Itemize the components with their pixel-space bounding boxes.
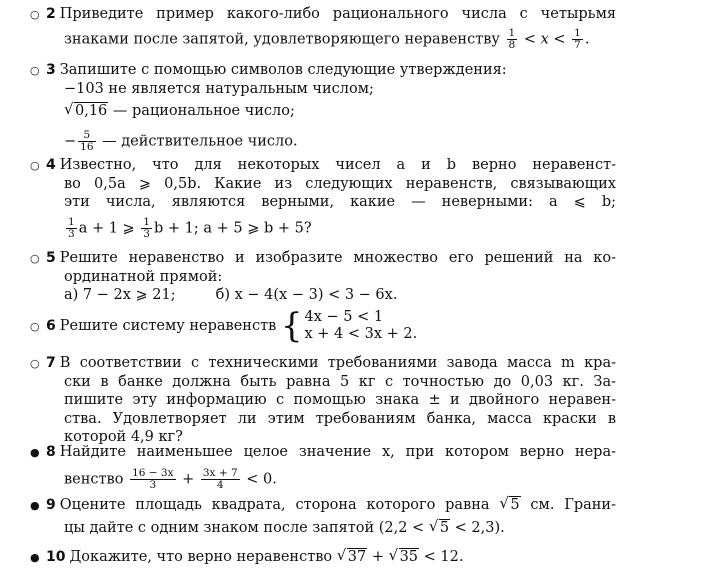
problem-text: Известно, что для некоторых чисел a и b верно неравенст- — [59, 157, 616, 173]
problem-5 — [30, 249, 616, 305]
problem-text: эти числа, являются верными, какие — неверными: a ⩽ b; — [64, 194, 616, 210]
problem-4-line-1 — [30, 156, 616, 175]
problem-2-line-1 — [30, 5, 616, 24]
fraction: $\frac{1}{3}$ — [68, 215, 75, 240]
problem-7 — [30, 354, 616, 447]
fraction: $\frac{16 - 3x}{3}$ — [132, 466, 174, 491]
problem-number: 5 — [46, 250, 56, 266]
problem-text: В соответствии с техническими требованиями завода масса m кра- — [59, 355, 616, 371]
fraction: $\frac{1}{7}$ — [574, 26, 581, 51]
problem-4-line-2 — [30, 175, 616, 194]
problem-2-line-2: знаками после запятой, удовлетворяющего неравенству $\frac{1}{8}$ < x < $\frac{1}{7}$ . — [64, 26, 590, 51]
problem-4-line-4: $\frac{1}{3}$ a + 1 ⩾ $\frac{1}{3}$ b + 1; a + 5 ⩾ b + 5? — [68, 215, 312, 240]
problem-text: ски в банке должна быть равна 5 кг с точностью до 0,03 кг. За- — [64, 373, 616, 390]
open-bullet-icon: ○ — [30, 320, 40, 333]
fraction: $\frac{1}{8}$ — [508, 26, 516, 51]
problem-text: во 0,5a ⩾ 0,5b. Какие из следующих неравенств, связывающих — [64, 175, 616, 192]
problem-3-line-3 — [30, 102, 616, 121]
problem-9 — [30, 496, 616, 537]
problem-number: 8 — [46, 444, 56, 460]
problem-text: ординатной прямой: — [64, 268, 223, 285]
problem-5-line-2 — [30, 268, 616, 287]
problem-7-line-2 — [30, 373, 616, 392]
problem-text: Найдите наименьшее целое значение x, при котором верно нера- — [59, 444, 616, 460]
problem-text: Приведите пример какого-либо рационального числа с четырьмя — [59, 6, 616, 22]
problem-text: Решите систему неравенств — [59, 318, 277, 334]
open-bullet-icon: ○ — [30, 159, 40, 172]
part-a: а) 7 − 2x ⩾ 21; — [64, 287, 176, 303]
problem-8-line-1 — [30, 443, 616, 462]
problem-text: пишите эту информацию с помощью знака ± и двойного неравен- — [64, 392, 616, 408]
part-b: б) x − 4(x − 3) < 3 − 6x. — [215, 287, 398, 303]
open-bullet-icon: ○ — [30, 357, 40, 370]
problem-2 — [30, 5, 616, 51]
open-bullet-icon: ○ — [30, 8, 40, 21]
fraction: $\frac{3x + 7}{4}$ — [202, 466, 238, 491]
problem-9-line-2: цы дайте с одним знаком после запятой (2,2 < √ 5 < 2,3). — [64, 516, 505, 536]
problem-text: −103 не является натуральным числом; — [64, 80, 374, 97]
problem-text: которой 4,9 кг? — [64, 429, 183, 445]
problem-text: Решите неравенство и изобразите множество его решений на ко- — [59, 250, 616, 266]
problem-7-line-4 — [30, 410, 616, 429]
filled-bullet-icon: ● — [30, 446, 40, 459]
problem-4-line-3 — [30, 193, 616, 212]
problem-10-line: ● 10 Докажите, что верно неравенство √ 37 + √ 35 < 12. — [30, 548, 616, 567]
problem-text: ства. Удовлетворяет ли этим требованиям банка, масса краски в — [64, 410, 616, 427]
problem-10 — [30, 548, 616, 567]
square-root: √ 35 — [388, 546, 419, 565]
problem-3-line-2 — [30, 80, 616, 99]
system-brace: { — [280, 306, 303, 346]
square-root: √ 0,16 — [64, 100, 108, 119]
problem-number: 2 — [46, 6, 56, 22]
problem-text: Докажите, что верно неравенство — [69, 549, 333, 565]
problem-number: 9 — [46, 497, 56, 513]
problem-5-line-3 — [30, 286, 616, 305]
equation-system: 4x − 5 < 1 x + 4 < 3x + 2. — [304, 309, 418, 342]
problem-number: 4 — [46, 157, 56, 173]
problem-text: Запишите с помощью символов следующие утверждения: — [59, 62, 507, 78]
filled-bullet-icon: ● — [30, 551, 40, 564]
problem-3 — [30, 61, 616, 153]
problem-number: 6 — [46, 318, 56, 334]
problem-8 — [30, 443, 616, 491]
inequality: < x < — [523, 31, 566, 47]
problem-text: — рациональное число; — [112, 103, 295, 119]
problem-7-line-1 — [30, 354, 616, 373]
problem-number: 3 — [46, 62, 56, 78]
open-bullet-icon: ○ — [30, 252, 40, 265]
problem-8-line-2: венство $\frac{16 - 3x}{3}$ + $\frac{3x + 7}{4}$ < 0. — [64, 466, 277, 491]
problem-6 — [30, 306, 616, 346]
fraction: $\frac{1}{3}$ — [143, 215, 150, 240]
problem-text: знаками после запятой, удовлетворяющего неравенству — [64, 31, 500, 47]
problem-number: 10 — [46, 549, 66, 565]
fraction: $\frac{5}{16}$ — [80, 128, 94, 153]
problem-6-line — [30, 306, 616, 346]
open-bullet-icon: ○ — [30, 64, 40, 77]
problem-4 — [30, 156, 616, 240]
problem-text: — действительное число. — [102, 133, 298, 149]
square-root: √ 5 — [499, 494, 520, 513]
problem-3-line-1 — [30, 61, 616, 80]
problem-9-line-1: ● 9 Оцените площадь квадрата, сторона которого равна √ 5 см. Грани- — [30, 496, 616, 515]
problem-3-line-4: − $\frac{5}{16}$ — действительное число. — [64, 128, 298, 153]
square-root: √ 37 — [336, 546, 367, 565]
filled-bullet-icon: ● — [30, 499, 40, 512]
problem-5-line-1 — [30, 249, 616, 268]
problem-number: 7 — [46, 355, 56, 371]
square-root: √ 5 — [428, 516, 450, 536]
problem-7-line-3 — [30, 391, 616, 410]
